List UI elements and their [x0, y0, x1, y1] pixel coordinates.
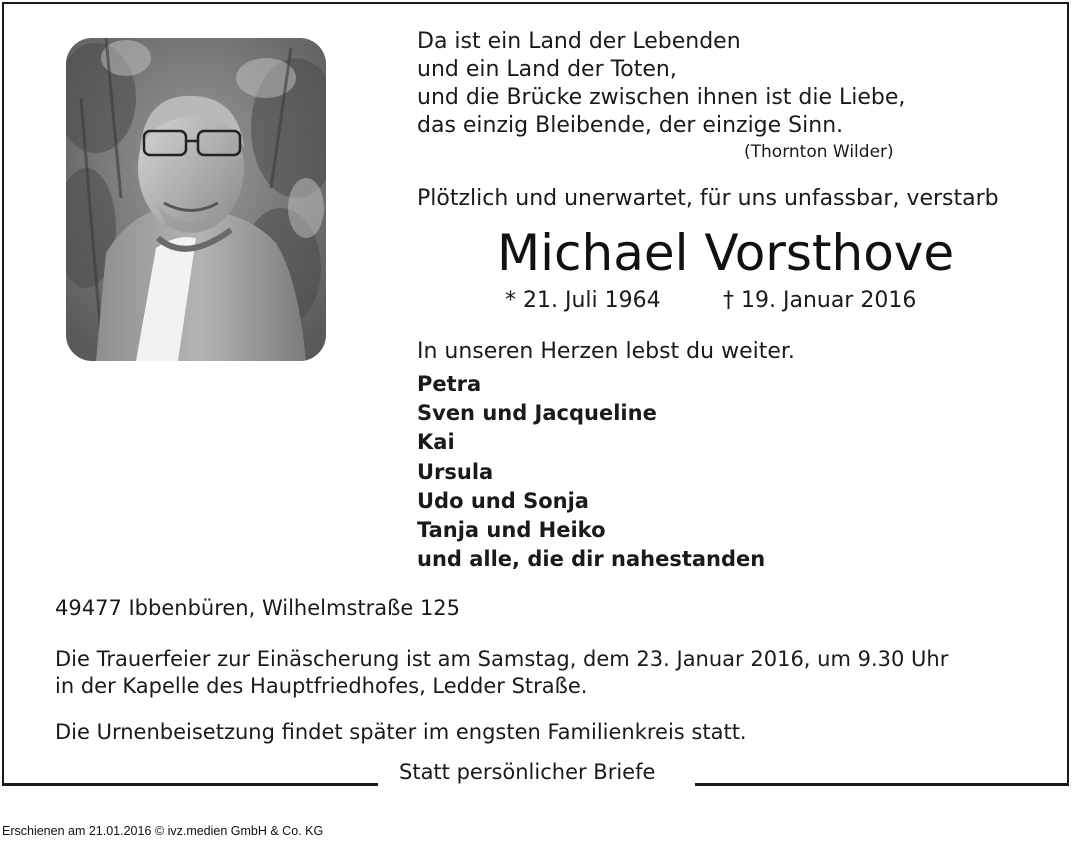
- poem-author: (Thornton Wilder): [744, 142, 894, 162]
- ceremony-line: Die Trauerfeier zur Einäscherung ist am Samstag, dem 23. Januar 2016, um 9.30 Uhr: [55, 647, 949, 671]
- mourner-name: Petra: [417, 372, 482, 396]
- poem: [417, 28, 905, 140]
- mourner-name: Tanja und Heiko: [417, 518, 606, 543]
- mourner-name: und alle, die dir nahestanden: [417, 547, 766, 572]
- mourner-name: Kai: [417, 430, 455, 455]
- intro-text: Plötzlich und unerwartet, für uns unfassbar, verstarb: [417, 186, 999, 211]
- bottom-rule-left: [2, 783, 378, 786]
- bottom-rule-right: [695, 783, 1069, 786]
- poem-line: und ein Land der Toten,: [417, 57, 677, 82]
- poem-line: das einzig Bleibende, der einzige Sinn.: [417, 113, 844, 138]
- address: 49477 Ibbenbüren, Wilhelmstraße 125: [55, 596, 461, 620]
- death-date: † 19. Januar 2016: [723, 288, 917, 313]
- portrait-photo: [66, 38, 326, 361]
- ceremony-line: in der Kapelle des Hauptfriedhofes, Ledder Straße.: [55, 674, 588, 698]
- poem-line: und die Brücke zwischen ihnen ist die Liebe,: [417, 85, 906, 110]
- mourner-name: Udo und Sonja: [417, 488, 589, 513]
- memorial-line: In unseren Herzen lebst du weiter.: [417, 339, 795, 364]
- mourners-list: [417, 370, 765, 574]
- mourner-name: Sven und Jacqueline: [417, 401, 657, 426]
- urn-info: Die Urnenbeisetzung findet später im engsten Familienkreis statt.: [55, 720, 747, 744]
- poem-line: Da ist ein Land der Lebenden: [417, 29, 741, 54]
- mourner-name: Ursula: [417, 459, 494, 484]
- ceremony-info: [55, 646, 948, 700]
- deceased-name: Michael Vorsthove: [497, 224, 955, 282]
- closing-note: Statt persönlicher Briefe: [399, 760, 656, 784]
- publication-footer: Erschienen am 21.01.2016 © ivz.medien GmbH & Co. KG: [2, 824, 324, 838]
- birth-date: * 21. Juli 1964: [505, 288, 661, 313]
